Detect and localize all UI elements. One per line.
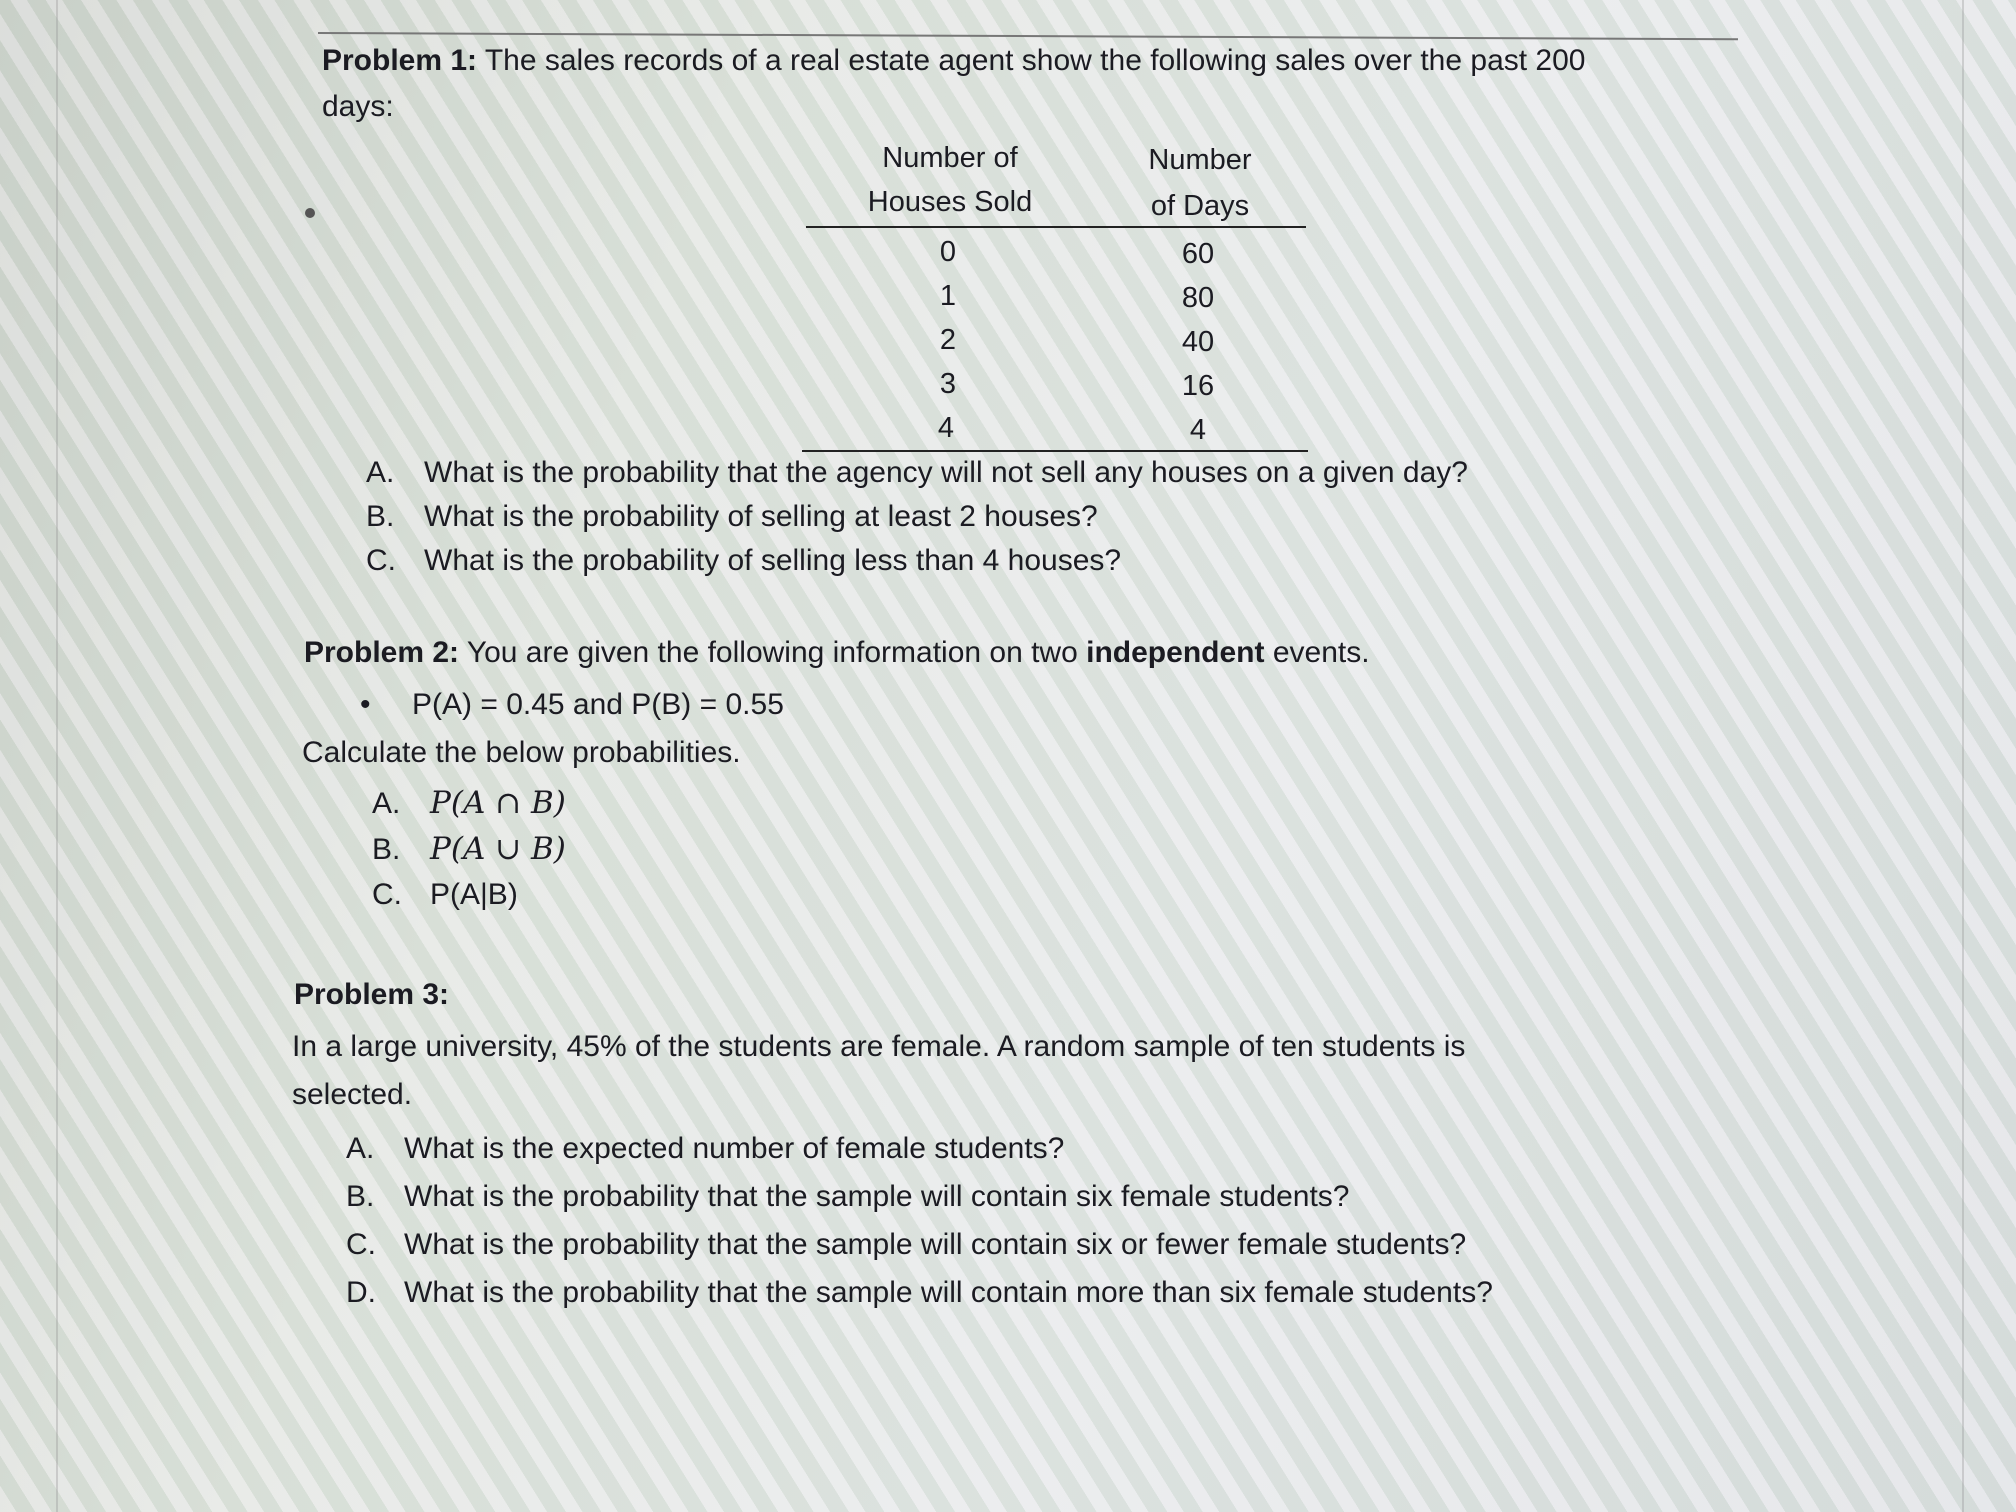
problem3-question-b [346,1174,1349,1220]
problem2-intro-before: You are given the following information on two [466,636,1078,669]
question-letter: A. [366,456,395,489]
question-letter: D. [346,1276,376,1309]
problem2-item-c [372,872,518,918]
problem2-intro [304,630,1370,676]
stray-dot [305,208,315,218]
question-text: What is the expected number of female students? [404,1132,1065,1165]
problem3-intro-line1: In a large university, 45% of the students are female. A random sample of ten students is [292,1030,1466,1063]
table-cell-days: 40 [1181,326,1215,358]
table-cell-houses: 3 [939,368,957,400]
bullet-icon: • [360,688,371,721]
question-text: What is the probability that the agency will not sell any houses on a given day? [424,456,1468,489]
table-header-rule [806,226,1306,228]
problem3-heading: Problem 3: [294,978,450,1011]
question-text: What is the probability of selling at least 2 houses? [424,500,1098,533]
problem1-heading: Problem 1: [322,44,478,77]
paper-edge-right [1962,0,1964,1512]
question-text: What is the probability of selling less than 4 houses? [424,544,1122,577]
problem2-intro-after: events. [1272,636,1370,669]
paper-edge-left [56,0,58,1512]
problem1-question-c [366,538,1121,584]
table-cell-days: 16 [1181,370,1215,402]
col2-header-line2: of Days [1150,190,1250,222]
problem3-question-d [346,1270,1493,1316]
problem1-question-a [366,450,1468,496]
table-cell-houses: 0 [939,236,957,268]
item-letter: B. [372,833,401,866]
item-letter: C. [372,878,402,911]
col1-header-line2: Houses Sold [867,186,1033,218]
problem1-intro-line2: days: [322,90,394,123]
problem1-intro-line1: The sales records of a real estate agent show the following sales over the past 200 [484,44,1586,77]
problem2-item-b [372,826,566,873]
col1-header-line1: Number of [882,142,1018,174]
question-letter: C. [366,544,396,577]
question-letter: B. [366,500,395,533]
item-formula: P(A ∪ B) [430,831,566,867]
problem2-intro-bold: independent [1086,636,1265,669]
problem1-intro [322,38,1585,84]
problem3-question-c [346,1222,1466,1268]
question-letter: B. [346,1180,375,1213]
problem2-calc: Calculate the below probabilities. [302,736,741,769]
problem2-heading: Problem 2: [304,636,460,669]
problem2-item-a [372,780,566,827]
question-text: What is the probability that the sample will contain six female students? [404,1180,1350,1213]
table-cell-days: 80 [1181,282,1215,314]
problem3-question-a [346,1126,1064,1172]
question-text: What is the probability that the sample will contain six or fewer female students? [404,1228,1467,1261]
question-text: What is the probability that the sample will contain more than six female students? [404,1276,1493,1309]
table-cell-houses: 1 [939,280,957,312]
bullet-text: P(A) = 0.45 and P(B) = 0.55 [412,688,784,721]
item-formula: P(A|B) [430,878,518,911]
table-cell-houses: 2 [939,324,957,356]
question-letter: A. [346,1132,375,1165]
table-cell-days: 4 [1189,414,1207,446]
item-letter: A. [372,787,401,820]
col2-header-line1: Number [1148,144,1252,176]
question-letter: C. [346,1228,376,1261]
table-cell-houses: 4 [937,412,955,444]
problem3-intro-line2: selected. [292,1078,413,1111]
table-cell-days: 60 [1181,238,1215,270]
problem1-question-b [366,494,1098,540]
problem2-bullet [360,682,784,728]
item-formula: P(A ∩ B) [430,785,566,821]
